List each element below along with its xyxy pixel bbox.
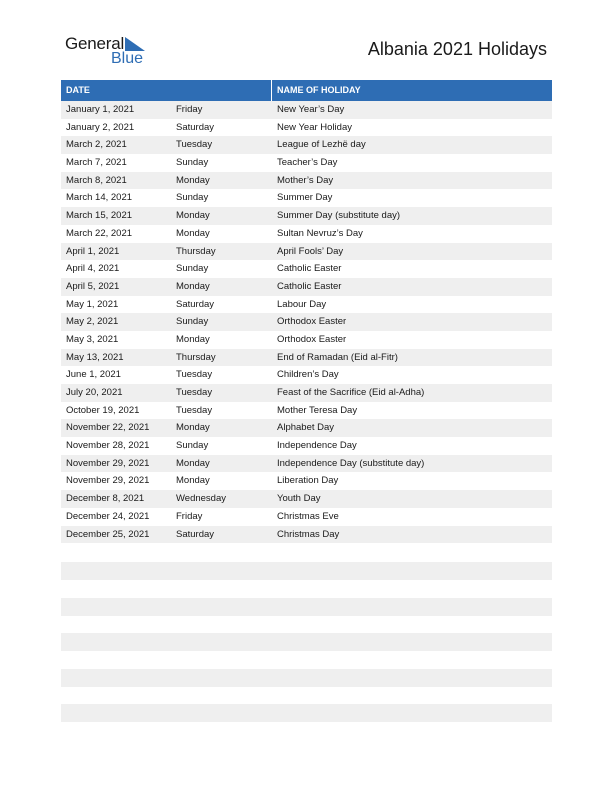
holiday-weekday: Monday [176,210,210,222]
blank-row [61,598,552,616]
holiday-date: June 1, 2021 [66,369,121,381]
holiday-weekday: Monday [176,333,210,345]
table-row [61,526,552,544]
holiday-date: May 3, 2021 [66,333,119,345]
holiday-weekday: Tuesday [176,387,213,398]
holiday-name: Summer Day (substitute day) [277,210,401,222]
table-row [61,119,552,137]
holiday-name: Feast of the Sacrifice (Eid al-Adha) [277,387,425,398]
holiday-date: March 7, 2021 [66,157,127,169]
holiday-date: May 2, 2021 [66,316,119,328]
holiday-weekday: Sunday [176,440,209,452]
holiday-table [61,80,552,543]
table-row [61,490,552,508]
holiday-date: March 15, 2021 [66,210,133,222]
holiday-weekday: Tuesday [176,369,213,381]
table-row [61,402,552,420]
logo-blue-text: Blue [111,50,144,67]
table-row [61,243,552,261]
holiday-date: December 24, 2021 [66,510,150,522]
holiday-weekday: Tuesday [176,404,213,416]
table-row [61,472,552,490]
generalblue-logo [65,34,155,68]
table-row [61,384,552,402]
holiday-date: March 14, 2021 [66,192,133,204]
table-row [61,296,552,314]
holiday-weekday: Friday [176,510,203,522]
logo-general-text: General [65,34,125,53]
table-row [61,313,552,331]
table-row [61,419,552,437]
holiday-name: Youth Day [277,493,321,505]
holiday-name: Labour Day [277,298,327,310]
table-row [61,136,552,154]
holiday-weekday: Thursday [176,245,216,257]
holiday-name: April Fools’ Day [277,245,344,257]
table-row [61,172,552,190]
holiday-weekday: Monday [176,475,210,487]
holiday-name: Liberation Day [277,475,339,487]
table-row [61,101,552,119]
holiday-name: Catholic Easter [277,280,342,292]
table-row [61,455,552,473]
holiday-date: May 13, 2021 [66,351,124,363]
holiday-weekday: Monday [176,457,210,469]
holiday-weekday: Monday [176,174,210,186]
holiday-weekday: Sunday [176,192,209,204]
holiday-weekday: Sunday [176,316,209,328]
holiday-date: December 8, 2021 [66,493,145,505]
column-divider [271,80,272,101]
table-row [61,225,552,243]
holiday-weekday: Thursday [176,351,216,363]
holiday-date: March 22, 2021 [66,227,133,239]
holiday-name: Teacher’s Day [277,157,338,169]
table-row [61,189,552,207]
table-header [61,80,552,101]
holiday-name: League of Lezhë day [277,139,366,151]
page-title: Albania 2021 Holidays [367,39,547,59]
holiday-name: Children’s Day [277,369,339,381]
logo-triangle-icon [125,37,145,51]
holiday-date: January 2, 2021 [66,121,135,133]
holiday-name: New Year’s Day [277,104,345,115]
holiday-name: Christmas Day [277,528,340,540]
holiday-name: Mother’s Day [277,174,334,186]
blank-row [61,704,552,722]
blank-row [61,633,552,651]
holiday-weekday: Monday [176,227,210,239]
holiday-date: April 1, 2021 [66,245,120,257]
column-header-date: DATE [66,85,90,95]
table-row [61,207,552,225]
holiday-name: Christmas Eve [277,510,339,522]
table-row [61,278,552,296]
holiday-date: April 4, 2021 [66,263,120,275]
holiday-date: October 19, 2021 [66,404,140,416]
holiday-weekday: Saturday [176,298,215,310]
table-row [61,349,552,367]
holiday-date: March 8, 2021 [66,174,127,186]
holiday-weekday: Friday [176,104,203,115]
holiday-weekday: Wednesday [176,493,226,505]
holiday-name: Independence Day (substitute day) [277,457,425,469]
table-row [61,331,552,349]
holiday-date: April 5, 2021 [66,280,120,292]
holiday-weekday: Sunday [176,157,209,169]
holiday-date: November 22, 2021 [66,422,150,434]
holiday-weekday: Monday [176,422,210,434]
table-row [61,366,552,384]
holiday-date: November 29, 2021 [66,457,150,469]
holiday-date: November 28, 2021 [66,440,150,452]
holiday-weekday: Monday [176,280,210,292]
table-row [61,508,552,526]
holiday-date: January 1, 2021 [66,104,135,115]
holiday-name: Mother Teresa Day [277,404,358,416]
table-row [61,154,552,172]
holiday-weekday: Saturday [176,528,215,540]
holiday-name: New Year Holiday [277,121,352,133]
table-row [61,260,552,278]
holiday-name: Summer Day [277,192,333,204]
holiday-date: November 29, 2021 [66,475,150,487]
holiday-date: December 25, 2021 [66,528,150,540]
holiday-date: July 20, 2021 [66,387,123,398]
holiday-weekday: Sunday [176,263,209,275]
holiday-date: March 2, 2021 [66,139,127,151]
holiday-name: Catholic Easter [277,263,342,275]
holiday-weekday: Saturday [176,121,215,133]
holiday-name: Sultan Nevruz’s Day [277,227,363,239]
holiday-name: Independence Day [277,440,357,452]
holiday-name: Orthodox Easter [277,316,347,328]
blank-row [61,669,552,687]
holiday-weekday: Tuesday [176,139,213,151]
table-body [61,101,552,543]
holiday-name: Alphabet Day [277,422,335,434]
holiday-date: May 1, 2021 [66,298,119,310]
holiday-name: Orthodox Easter [277,333,347,345]
blank-row [61,562,552,580]
column-header-name: NAME OF HOLIDAY [277,85,361,95]
holiday-name: End of Ramadan (Eid al-Fitr) [277,351,398,363]
table-row [61,437,552,455]
